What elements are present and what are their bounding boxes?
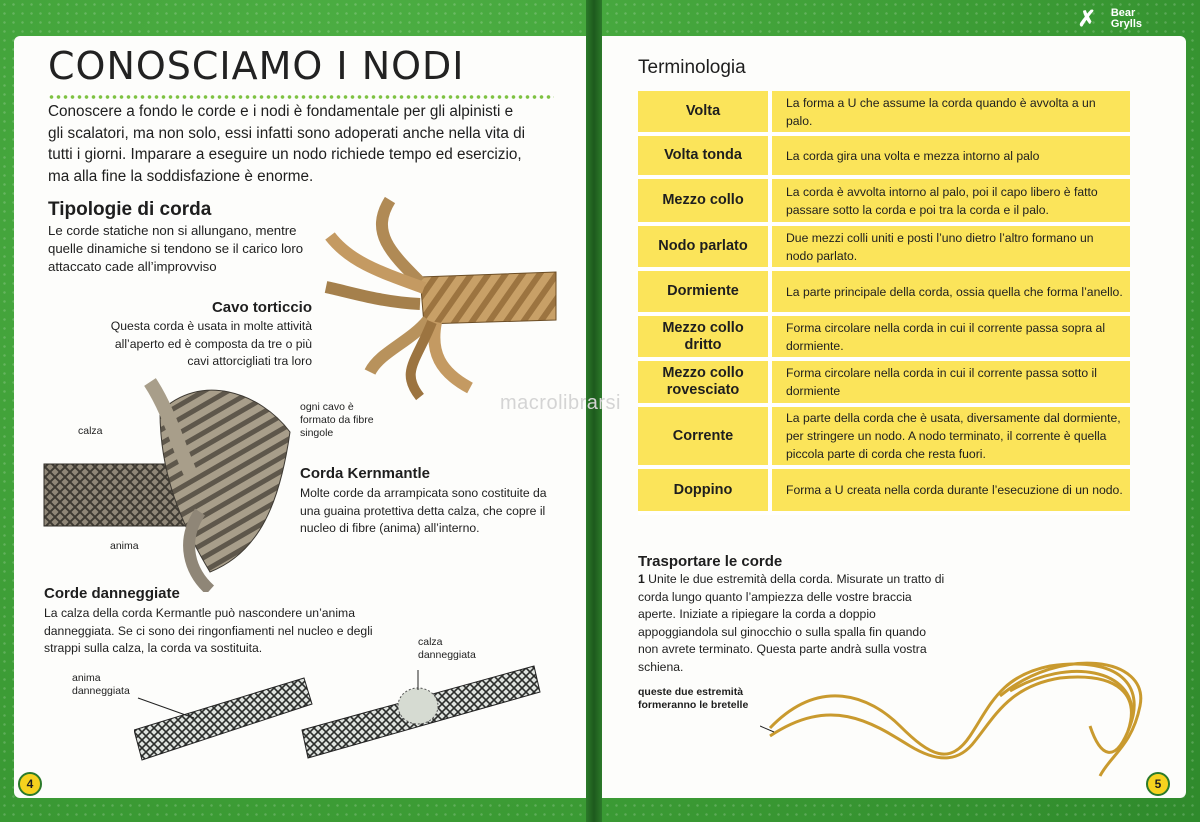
types-heading: Tipologie di corda (48, 199, 212, 220)
table-row (638, 407, 1130, 469)
term-cell: Nodo parlato (638, 226, 772, 271)
step-number: 1 (638, 572, 645, 586)
term-cell: Mezzo collo (638, 179, 772, 226)
term-cell: Volta tonda (638, 136, 772, 179)
definition-cell: La forma a U che assume la corda quando è avvolta a un palo. (772, 91, 1130, 136)
definition-cell: Due mezzi colli uniti e posti l’uno dietro l’altro formano un nodo parlato. (772, 226, 1130, 271)
carry-heading: Trasportare le corde (638, 553, 783, 570)
page-number-left: 4 (18, 772, 42, 796)
definition-cell: La corda è avvolta intorno al palo, poi il capo libero è fatto passare sotto la corda e poi tra la corda e il palo. (772, 179, 1130, 226)
table-row (638, 271, 1130, 316)
page-title: CONOSCIAMO I NODI (48, 44, 465, 88)
definition-cell: Forma circolare nella corda in cui il corrente passa sotto il dormiente (772, 361, 1130, 407)
intro-paragraph: Conoscere a fondo le corde e i nodi è fondamentale per gli alpinisti e gli scalatori, ma non solo, essi infatti sono adoperati anche nella vita di tutti i giorni. Imparare a eseguire un nodo richiede tempo ed esercizio, ma alla fine la soddisfazione è enorme. (48, 103, 526, 185)
damaged-ropes-illustration (134, 660, 544, 770)
kernmantle-heading: Corda Kernmantle (300, 465, 431, 482)
carry-step-text: Unite le due estremità della corda. Misurate un tratto di corda lungo quanto l’ampiezza delle vostre braccia aperte. Iniziate a ripiegare la corda a doppio appoggiandola sul ginocchio o sulla spalla fin quando non avrete terminato. Questa parte andrà sulla vostra schiena. (638, 572, 945, 674)
twisted-rope-illustration (320, 192, 560, 402)
table-row (638, 91, 1130, 136)
cavo-text: Questa corda è usata in molte attività all’aperto ed è composta da tre o più cavi attorcigliati tra loro (110, 319, 312, 368)
table-row (638, 179, 1130, 226)
page-number-right: 5 (1146, 772, 1170, 796)
definition-cell: Forma a U creata nella corda durante l’esecuzione di un nodo. (772, 469, 1130, 515)
bear-grylls-logo-icon: ✗ (1077, 6, 1096, 31)
damaged-heading: Corde danneggiate (44, 585, 180, 602)
calza-damaged-label: calza danneggiata (418, 636, 476, 661)
kernmantle-rope-illustration (40, 372, 300, 592)
table-row (638, 469, 1130, 515)
terminology-table (638, 91, 1130, 515)
types-text: Le corde statiche non si allungano, mentre quelle dinamiche si tendono se il carico loro attaccato cade all’improvviso (48, 223, 304, 274)
anima-label: anima (110, 540, 139, 552)
calza-label: calza (78, 425, 103, 437)
table-row (638, 226, 1130, 271)
watermark: macrolibrarsi (500, 392, 621, 414)
anima-damaged-label: anima danneggiata (72, 672, 130, 697)
term-cell: Mezzo collo rovesciato (638, 361, 772, 407)
brand-logo: Bear Grylls (1110, 7, 1142, 30)
terms-heading: Terminologia (638, 57, 746, 78)
term-cell: Dormiente (638, 271, 772, 316)
definition-cell: La parte principale della corda, ossia quella che forma l’anello. (772, 271, 1130, 316)
definition-cell: Forma circolare nella corda in cui il corrente passa sopra al dormiente. (772, 316, 1130, 361)
damaged-text: La calza della corda Kermantle può nascondere un’anima danneggiata. Se ci sono dei ringonfiamenti nel nucleo e degli strappi sulla calza, la corda va sostituita. (44, 606, 373, 655)
term-cell: Doppino (638, 469, 772, 515)
definition-cell: La corda gira una volta e mezza intorno al palo (772, 136, 1130, 179)
table-row (638, 361, 1130, 407)
term-cell: Volta (638, 91, 772, 136)
cavo-heading: Cavo torticcio (211, 299, 312, 316)
definition-cell: La parte della corda che è usata, diversamente dal dormiente, per stringere un nodo. A nodo terminato, il corrente è quella piccola parte di corda che resta fuori. (772, 407, 1130, 469)
term-cell: Corrente (638, 407, 772, 469)
cavo-fibre-label: ogni cavo è formato da fibre singole (300, 401, 374, 439)
table-row (638, 316, 1130, 361)
term-cell: Mezzo collo dritto (638, 316, 772, 361)
kernmantle-text: Molte corde da arrampicata sono costituite da una guaina protettiva detta calza, che copre il nucleo di fibre (anima) all’interno. (300, 486, 547, 535)
table-row (638, 136, 1130, 179)
dotted-divider (48, 95, 554, 99)
coiled-rope-illustration (760, 636, 1160, 786)
ends-label: queste due estremità formeranno le bretelle (638, 686, 749, 711)
